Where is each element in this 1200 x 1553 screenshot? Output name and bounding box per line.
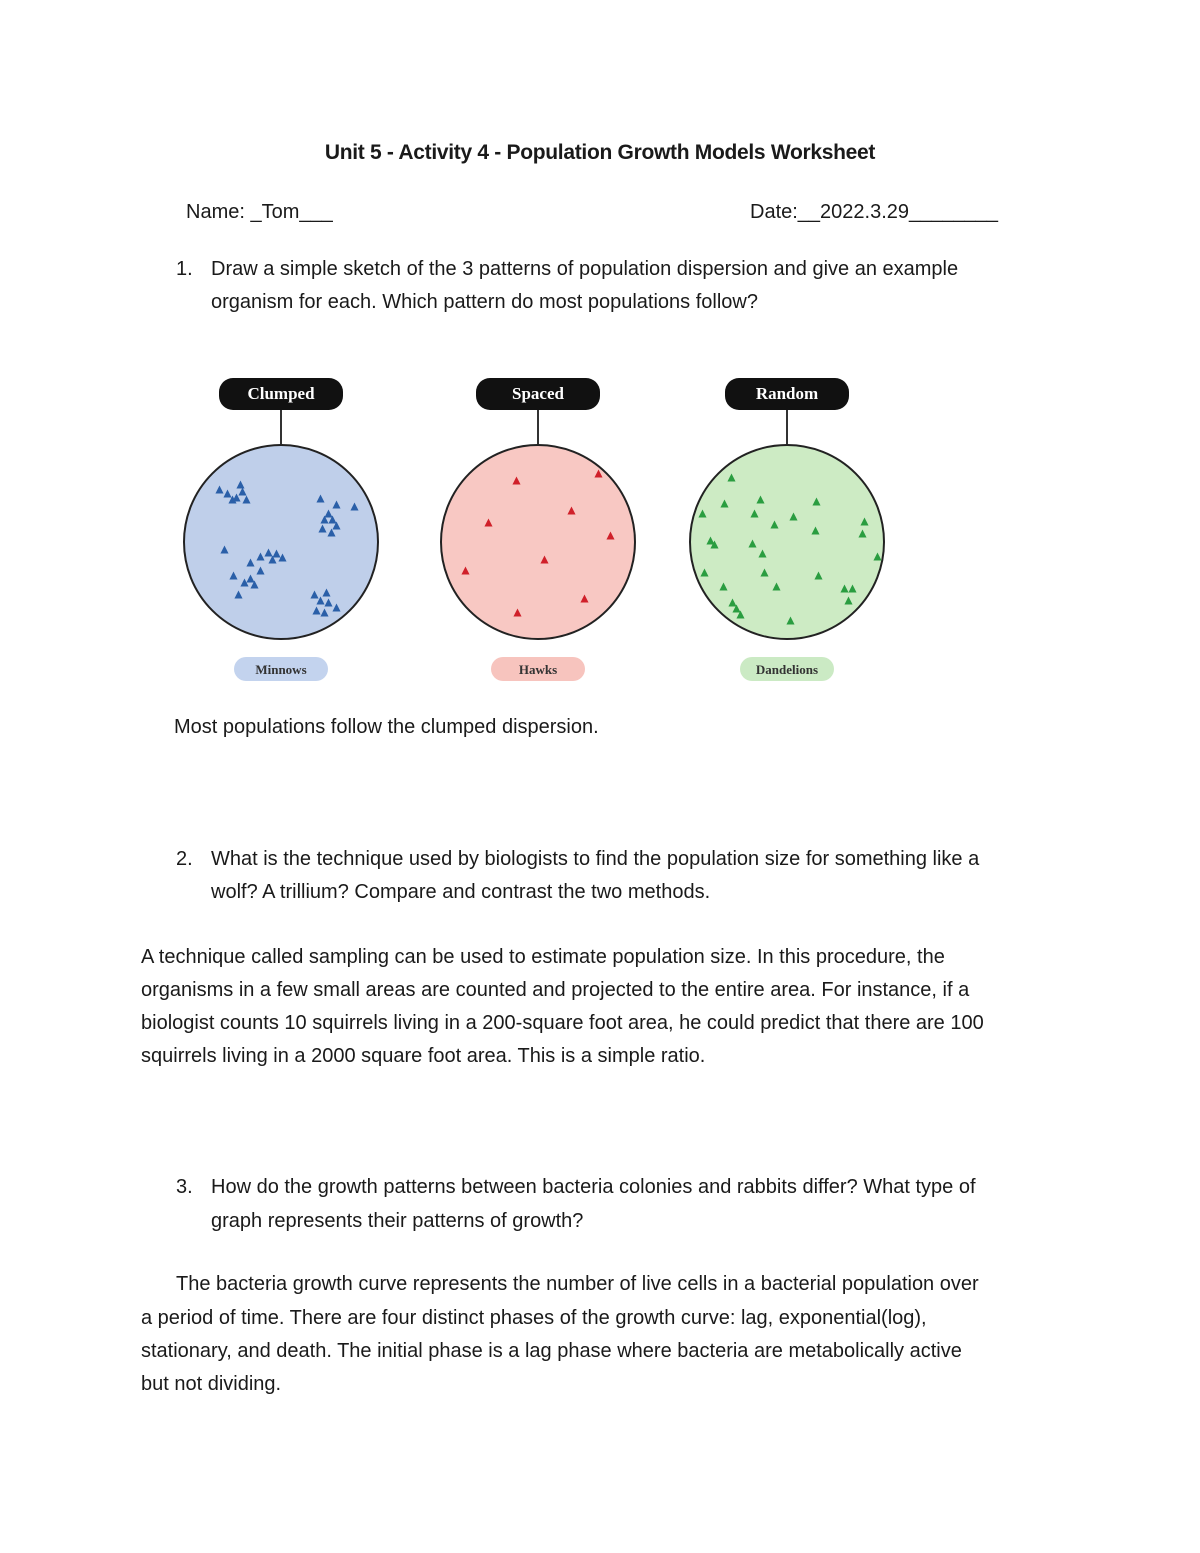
dispersion-panel-random [690, 378, 884, 681]
answer-line: stationary, and death. The initial phase is a lag phase where bacteria are metabolically active [141, 1340, 962, 1362]
question-text-line: How do the growth patterns between bacteria colonies and rabbits differ? What type of [211, 1176, 976, 1198]
dandelions-label: Dandelions [755, 662, 819, 677]
dispersion-panel-clumped [184, 378, 378, 681]
random-habitat-circle [690, 445, 884, 639]
answer-line: A technique called sampling can be used to estimate population size. In this procedure, the [141, 946, 945, 968]
page-title: Unit 5 - Activity 4 - Population Growth Models Worksheet [324, 141, 876, 164]
answer-line: but not dividing. [141, 1373, 282, 1395]
dispersion-panel-spaced [441, 378, 635, 681]
question-text-line: graph represents their patterns of growth? [211, 1210, 584, 1232]
question-number: 1. [176, 258, 193, 280]
question-text-line: organism for each. Which pattern do most populations follow? [211, 291, 758, 313]
spaced-habitat-circle [441, 445, 635, 639]
answer-line: a period of time. There are four distinct phases of the growth curve: lag, exponential(log), [141, 1307, 927, 1329]
answer-line: The bacteria growth curve represents the number of live cells in a bacterial population over [176, 1273, 979, 1295]
question-text-line: What is the technique used by biologists to find the population size for something like a [211, 848, 980, 870]
clumped-heading: Clumped [247, 384, 315, 403]
dispersion-figure [172, 352, 904, 708]
name-line: Name: _Tom___ [186, 201, 333, 223]
question-number: 3. [176, 1176, 193, 1198]
date-line: Date:__2022.3.29________ [750, 201, 999, 223]
answer-line: Most populations follow the clumped dispersion. [174, 716, 599, 738]
question-number: 2. [176, 848, 193, 870]
answer-line: squirrels living in a 2000 square foot area. This is a simple ratio. [141, 1045, 706, 1067]
minnows-label: Minnows [255, 662, 307, 677]
clumped-habitat-circle [184, 445, 378, 639]
question-text-line: wolf? A trillium? Compare and contrast the two methods. [211, 881, 711, 903]
question-text-line: Draw a simple sketch of the 3 patterns of population dispersion and give an example [211, 258, 959, 280]
answer-line: organisms in a few small areas are counted and projected to the entire area. For instance, if a [141, 979, 970, 1001]
spaced-heading: Spaced [512, 384, 564, 403]
answer-line: biologist counts 10 squirrels living in a 200-square foot area, he could predict that there are 100 [141, 1012, 984, 1034]
random-heading: Random [755, 384, 819, 403]
hawks-label: Hawks [518, 662, 558, 677]
